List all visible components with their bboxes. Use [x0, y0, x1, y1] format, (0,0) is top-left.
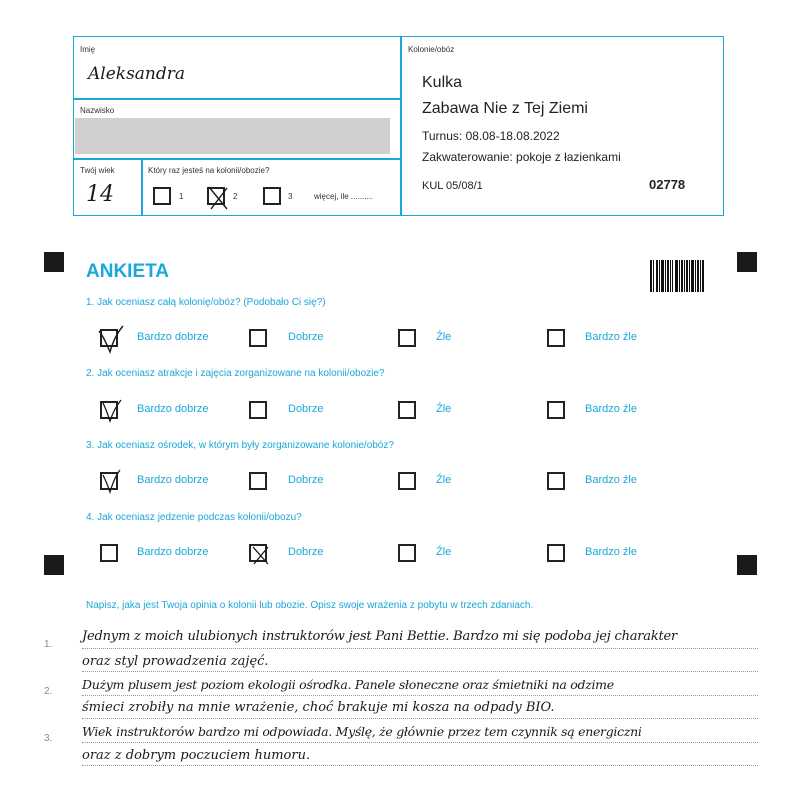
q3-option-good[interactable] [249, 472, 267, 490]
q3-option-very-bad[interactable] [547, 472, 565, 490]
registration-mark [44, 252, 64, 272]
q3-option-bad[interactable] [398, 472, 416, 490]
q1-option-good[interactable] [249, 329, 267, 347]
dotted-line [82, 742, 758, 743]
option-label: Źle [436, 403, 452, 415]
registration-mark [737, 252, 757, 272]
check-mark-icon [98, 397, 126, 427]
camp-name: Kulka [422, 74, 463, 91]
answer-line[interactable]: oraz z dobrym poczuciem humoru. [82, 748, 311, 763]
times-option-2: 2 [233, 192, 238, 201]
q4-option-very-good[interactable] [100, 544, 118, 562]
opinion-prompt: Napisz, jaka jest Twoja opinia o kolonii lub obozie. Opisz swoje wrażenia z pobytu w trzech zdaniach. [86, 600, 534, 611]
surname-label: Nazwisko [80, 106, 115, 115]
form-number: 02778 [649, 177, 686, 192]
line-number: 2. [44, 686, 53, 697]
times-option-3: 3 [288, 192, 293, 201]
check-mark-icon [205, 183, 233, 213]
check-mark-icon [98, 325, 126, 355]
option-label: Bardzo źle [585, 474, 637, 486]
dotted-line [82, 718, 758, 719]
camp-code: KUL 05/08/1 [422, 180, 483, 192]
times-checkbox-1[interactable] [153, 187, 171, 205]
answer-line[interactable]: Jednym z moich ulubionych instruktorów jest Pani Bettie. Bardzo mi się podoba jej charakter [82, 629, 678, 644]
line-number: 3. [44, 733, 53, 744]
option-label: Bardzo źle [585, 331, 637, 343]
barcode [650, 260, 704, 292]
option-label: Dobrze [288, 331, 324, 343]
camp-label: Kolonie/obóz [408, 45, 455, 54]
option-label: Dobrze [288, 546, 324, 558]
registration-mark [737, 555, 757, 575]
option-label: Bardzo źle [585, 403, 637, 415]
q4-option-good[interactable] [249, 544, 267, 562]
q4-option-bad[interactable] [398, 544, 416, 562]
question-2: 2. Jak oceniasz atrakcje i zajęcia zorganizowane na kolonii/obozie? [86, 368, 385, 379]
camp-title: Zabawa Nie z Tej Ziemi [422, 100, 588, 117]
header-divider [400, 36, 402, 216]
option-label: Bardzo dobrze [137, 474, 209, 486]
q3-option-very-good[interactable] [100, 472, 118, 490]
option-label: Bardzo dobrze [137, 403, 209, 415]
option-label: Dobrze [288, 403, 324, 415]
question-3: 3. Jak oceniasz ośrodek, w którym były zorganizowane kolonie/obóz? [86, 440, 394, 451]
q1-option-bad[interactable] [398, 329, 416, 347]
dotted-line [82, 671, 758, 672]
times-more-label: więcej, ile .......... [314, 192, 374, 201]
dotted-line [82, 765, 758, 766]
name-value[interactable]: Aleksandra [88, 64, 186, 84]
question-4: 4. Jak oceniasz jedzenie podczas kolonii/obozu? [86, 512, 302, 523]
age-divider [141, 158, 143, 216]
name-label: Imię [80, 45, 96, 54]
answer-line[interactable]: Dużym plusem jest poziom ekologii ośrodka. Panele słoneczne oraz śmietniki na odzime [82, 677, 614, 692]
question-1: 1. Jak oceniasz całą kolonię/obóz? (Podobało Ci się?) [86, 297, 326, 308]
times-checkbox-2[interactable] [207, 187, 225, 205]
option-label: Bardzo dobrze [137, 546, 209, 558]
header-row-divider [73, 158, 401, 160]
q2-option-good[interactable] [249, 401, 267, 419]
check-mark-icon [247, 540, 275, 570]
check-mark-icon [98, 468, 126, 498]
line-number: 1. [44, 639, 53, 650]
q2-option-bad[interactable] [398, 401, 416, 419]
option-label: Źle [436, 546, 452, 558]
answer-line[interactable]: oraz styl prowadzenia zajęć. [82, 654, 269, 669]
q1-option-very-bad[interactable] [547, 329, 565, 347]
answer-line[interactable]: śmieci zrobiły na mnie wrażenie, choć brakuje mi kosza na odpady BIO. [82, 700, 555, 715]
option-label: Bardzo dobrze [137, 331, 209, 343]
dotted-line [82, 648, 758, 649]
q4-option-very-bad[interactable] [547, 544, 565, 562]
accommodation-text: Zakwaterowanie: pokoje z łazienkami [422, 150, 621, 164]
age-label: Twój wiek [80, 166, 115, 175]
surname-redaction [75, 118, 390, 154]
q1-option-very-good[interactable] [100, 329, 118, 347]
option-label: Dobrze [288, 474, 324, 486]
times-label: Który raz jesteś na kolonii/obozie? [148, 166, 270, 175]
q2-option-very-good[interactable] [100, 401, 118, 419]
dotted-line [82, 695, 758, 696]
q2-option-very-bad[interactable] [547, 401, 565, 419]
answer-line[interactable]: Wiek instruktorów bardzo mi odpowiada. Myślę, że głównie przez tem czynnik są energiczni [82, 724, 642, 739]
times-option-1: 1 [179, 192, 184, 201]
survey-title: ANKIETA [86, 261, 170, 282]
age-value[interactable]: 14 [86, 182, 114, 207]
registration-mark [44, 555, 64, 575]
turnus-text: Turnus: 08.08-18.08.2022 [422, 129, 560, 143]
option-label: Bardzo źle [585, 546, 637, 558]
option-label: Źle [436, 331, 452, 343]
times-checkbox-3[interactable] [263, 187, 281, 205]
header-row-divider [73, 98, 401, 100]
option-label: Źle [436, 474, 452, 486]
